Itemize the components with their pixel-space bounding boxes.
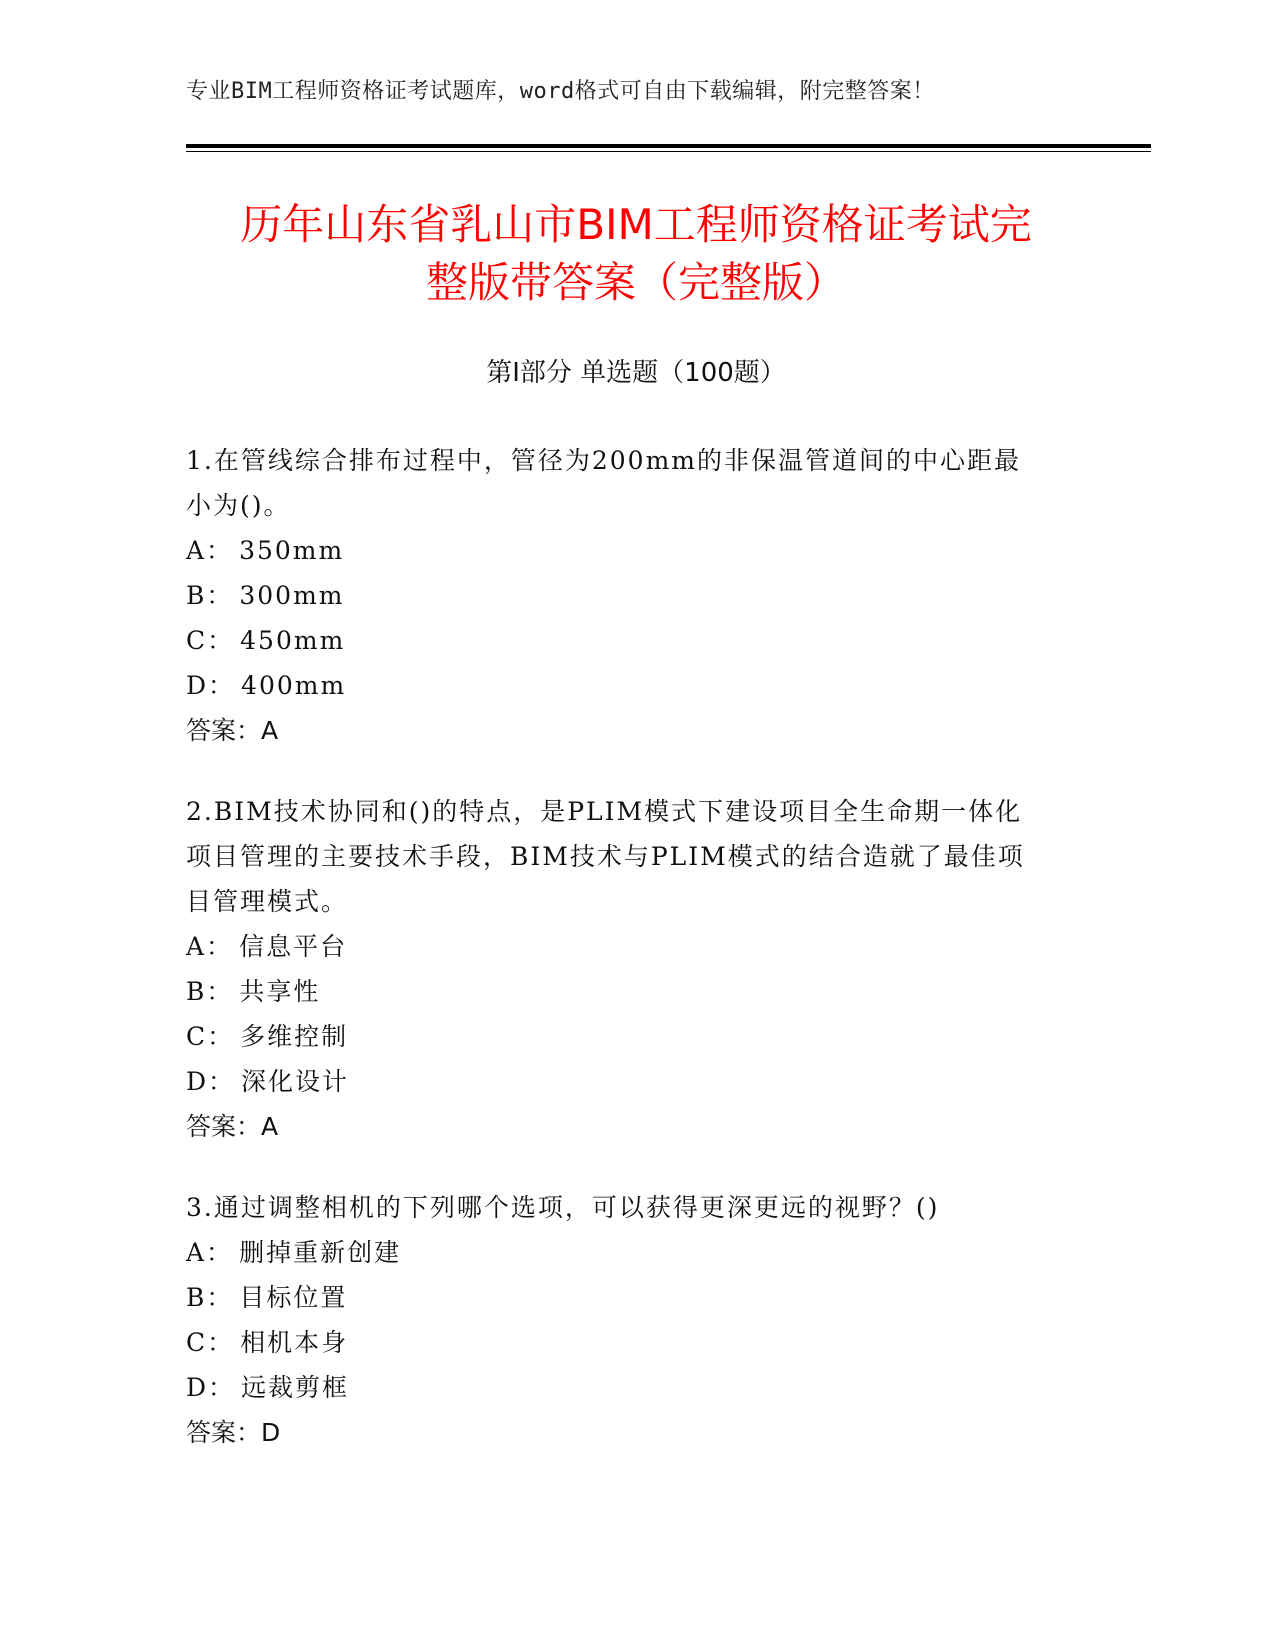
option-text: 删掉重新创建 bbox=[239, 1238, 402, 1267]
option-letter: B： bbox=[186, 1283, 234, 1312]
question-1 bbox=[186, 438, 1066, 753]
option-b bbox=[186, 969, 1066, 1014]
option-text: 450mm bbox=[240, 626, 346, 655]
option-letter: D： bbox=[186, 671, 236, 700]
question-stem-line: 小为()。 bbox=[186, 491, 291, 520]
option-letter: A： bbox=[186, 932, 234, 961]
option-letter: B： bbox=[186, 581, 234, 610]
question-stem-line: 1.在管线综合排布过程中，管径为200mm的非保温管道间的中心距最 bbox=[186, 446, 1021, 475]
option-c bbox=[186, 1320, 1066, 1365]
option-text: 350mm bbox=[239, 536, 345, 565]
option-c bbox=[186, 1014, 1066, 1059]
header-rule-thin bbox=[186, 151, 1151, 152]
option-text: 多维控制 bbox=[240, 1022, 349, 1051]
option-b bbox=[186, 1275, 1066, 1320]
title-line-2: 整版带答案（完整版） bbox=[425, 258, 846, 307]
option-letter: C： bbox=[186, 1328, 235, 1357]
header-note: 专业BIM工程师资格证考试题库，word格式可自由下载编辑，附完整答案！ bbox=[186, 79, 935, 104]
option-letter: A： bbox=[186, 1238, 234, 1267]
option-text: 400mm bbox=[241, 671, 347, 700]
document-title bbox=[186, 196, 1086, 312]
option-letter: D： bbox=[186, 1067, 236, 1096]
option-text: 信息平台 bbox=[239, 932, 348, 961]
option-b bbox=[186, 573, 1066, 618]
option-text: 300mm bbox=[239, 581, 345, 610]
question-list bbox=[186, 438, 1066, 1491]
option-a bbox=[186, 528, 1066, 573]
option-text: 深化设计 bbox=[241, 1067, 350, 1096]
option-text: 远裁剪框 bbox=[241, 1373, 350, 1402]
answer-line: 答案：D bbox=[186, 1418, 281, 1447]
title-line-1: 历年山东省乳山市BIM工程师资格证考试完 bbox=[240, 200, 1032, 249]
option-letter: A： bbox=[186, 536, 234, 565]
question-stem-line: 项目管理的主要技术手段，BIM技术与PLIM模式的结合造就了最佳项 bbox=[186, 842, 1025, 871]
option-letter: D： bbox=[186, 1373, 236, 1402]
option-text: 相机本身 bbox=[240, 1328, 349, 1357]
question-3 bbox=[186, 1185, 1066, 1455]
question-stem-line: 目管理模式。 bbox=[186, 887, 349, 916]
option-a bbox=[186, 924, 1066, 969]
option-c bbox=[186, 618, 1066, 663]
option-letter: C： bbox=[186, 1022, 235, 1051]
option-d bbox=[186, 663, 1066, 708]
option-a bbox=[186, 1230, 1066, 1275]
option-text: 目标位置 bbox=[239, 1283, 348, 1312]
option-letter: B： bbox=[186, 977, 234, 1006]
option-text: 共享性 bbox=[239, 977, 321, 1006]
section-title: 第Ⅰ部分 单选题（100题） bbox=[486, 358, 786, 388]
answer-line: 答案：A bbox=[186, 1112, 279, 1141]
header-rule-thick bbox=[186, 144, 1151, 148]
question-stem-line: 3.通过调整相机的下列哪个选项，可以获得更深更远的视野？() bbox=[186, 1193, 940, 1222]
option-d bbox=[186, 1365, 1066, 1410]
question-2 bbox=[186, 789, 1066, 1149]
option-letter: C： bbox=[186, 626, 235, 655]
option-d bbox=[186, 1059, 1066, 1104]
answer-line: 答案：A bbox=[186, 716, 279, 745]
question-stem-line: 2.BIM技术协同和()的特点，是PLIM模式下建设项目全生命期一体化 bbox=[186, 797, 1023, 826]
